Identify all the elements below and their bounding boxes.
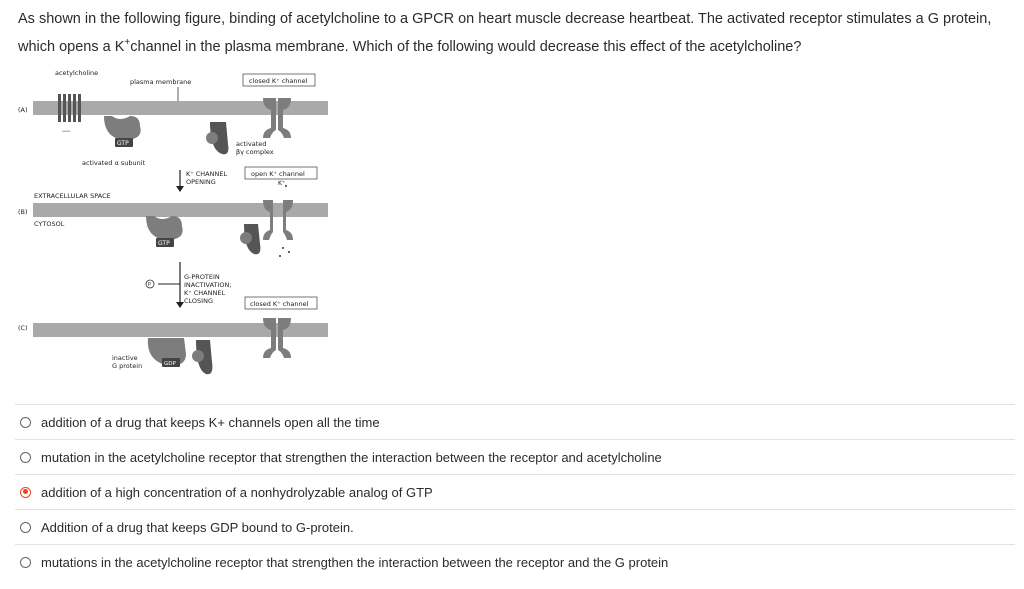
radio-button-selected[interactable] <box>20 487 31 498</box>
answer-option-label: addition of a drug that keeps K+ channels open all the time <box>41 414 380 430</box>
svg-text:ᵥᵥᵥᵥ: ᵥᵥᵥᵥ <box>62 128 71 134</box>
radio-button[interactable] <box>20 522 31 533</box>
answer-options <box>15 404 1015 579</box>
label-inactive-1: inactive <box>112 354 138 362</box>
label-activated-1: activated <box>236 140 267 148</box>
label-inactive-2: G protein <box>112 362 143 370</box>
label-p: P <box>148 282 152 288</box>
answer-option-label: Addition of a drug that keeps GDP bound to G-protein. <box>41 519 354 535</box>
answer-option[interactable] <box>15 404 1015 439</box>
gtp-b: GTP <box>158 240 170 247</box>
open-k-channel-b <box>263 185 293 257</box>
label-k-opening-2: OPENING <box>186 178 216 186</box>
answer-option-label: mutations in the acetylcholine receptor that strengthen the interaction between the receptor and the G protein <box>41 554 669 570</box>
label-acetylcholine: acetylcholine <box>55 69 99 77</box>
radio-button[interactable] <box>20 417 31 428</box>
gdp-label: GDP <box>164 361 176 367</box>
label-closed-k-channel-a: closed K⁺ channel <box>249 77 308 85</box>
label-extracellular: EXTRACELLULAR SPACE <box>34 192 111 200</box>
radio-button[interactable] <box>20 557 31 568</box>
label-activated-alpha: activated α subunit <box>82 159 146 167</box>
label-activated-2: βγ complex <box>236 148 274 156</box>
panel-a-label: (A) <box>18 106 28 114</box>
gpcr-figure <box>0 66 340 386</box>
label-k-opening-1: K⁺ CHANNEL <box>186 170 228 178</box>
alpha-subunit-b <box>146 216 183 240</box>
answer-option-label: addition of a high concentration of a nonhydrolyzable analog of GTP <box>41 484 433 500</box>
question-text <box>18 8 1008 59</box>
label-cytosol: CYTOSOL <box>34 220 65 228</box>
label-closed-k-channel-c: closed K⁺ channel <box>250 300 309 308</box>
answer-option-label: mutation in the acetylcholine receptor that strengthen the interaction between the receptor and acetylcholine <box>41 449 662 465</box>
answer-option[interactable] <box>15 544 1015 579</box>
label-plasma-membrane: plasma membrane <box>130 78 192 86</box>
question-part2: channel in the plasma membrane. Which of the following would decrease this effect of the acetylcholine? <box>130 38 802 55</box>
alpha-subunit-a <box>104 116 141 140</box>
panel-c-label: (C) <box>18 324 28 332</box>
label-inact-3: K⁺ CHANNEL <box>184 289 226 297</box>
superscript-plus: + <box>124 37 131 48</box>
question-part1: As shown in the following figure, binding of acetylcholine to a GPCR on heart muscle decrease heartbeat. The activated receptor stimulates a G protein, which opens a K <box>18 11 992 55</box>
answer-option[interactable] <box>15 439 1015 474</box>
answer-option[interactable] <box>15 474 1015 509</box>
label-inact-2: INACTIVATION; <box>184 281 232 289</box>
label-k-ion: K⁺ <box>278 180 286 187</box>
gtp-a: GTP <box>117 140 129 147</box>
panel-b-label: (B) <box>18 208 28 216</box>
label-open-k-channel: open K⁺ channel <box>251 170 305 178</box>
radio-button[interactable] <box>20 452 31 463</box>
answer-option[interactable] <box>15 509 1015 544</box>
label-inact-4: CLOSING <box>184 297 213 305</box>
label-inact-1: G-PROTEIN <box>184 273 220 281</box>
